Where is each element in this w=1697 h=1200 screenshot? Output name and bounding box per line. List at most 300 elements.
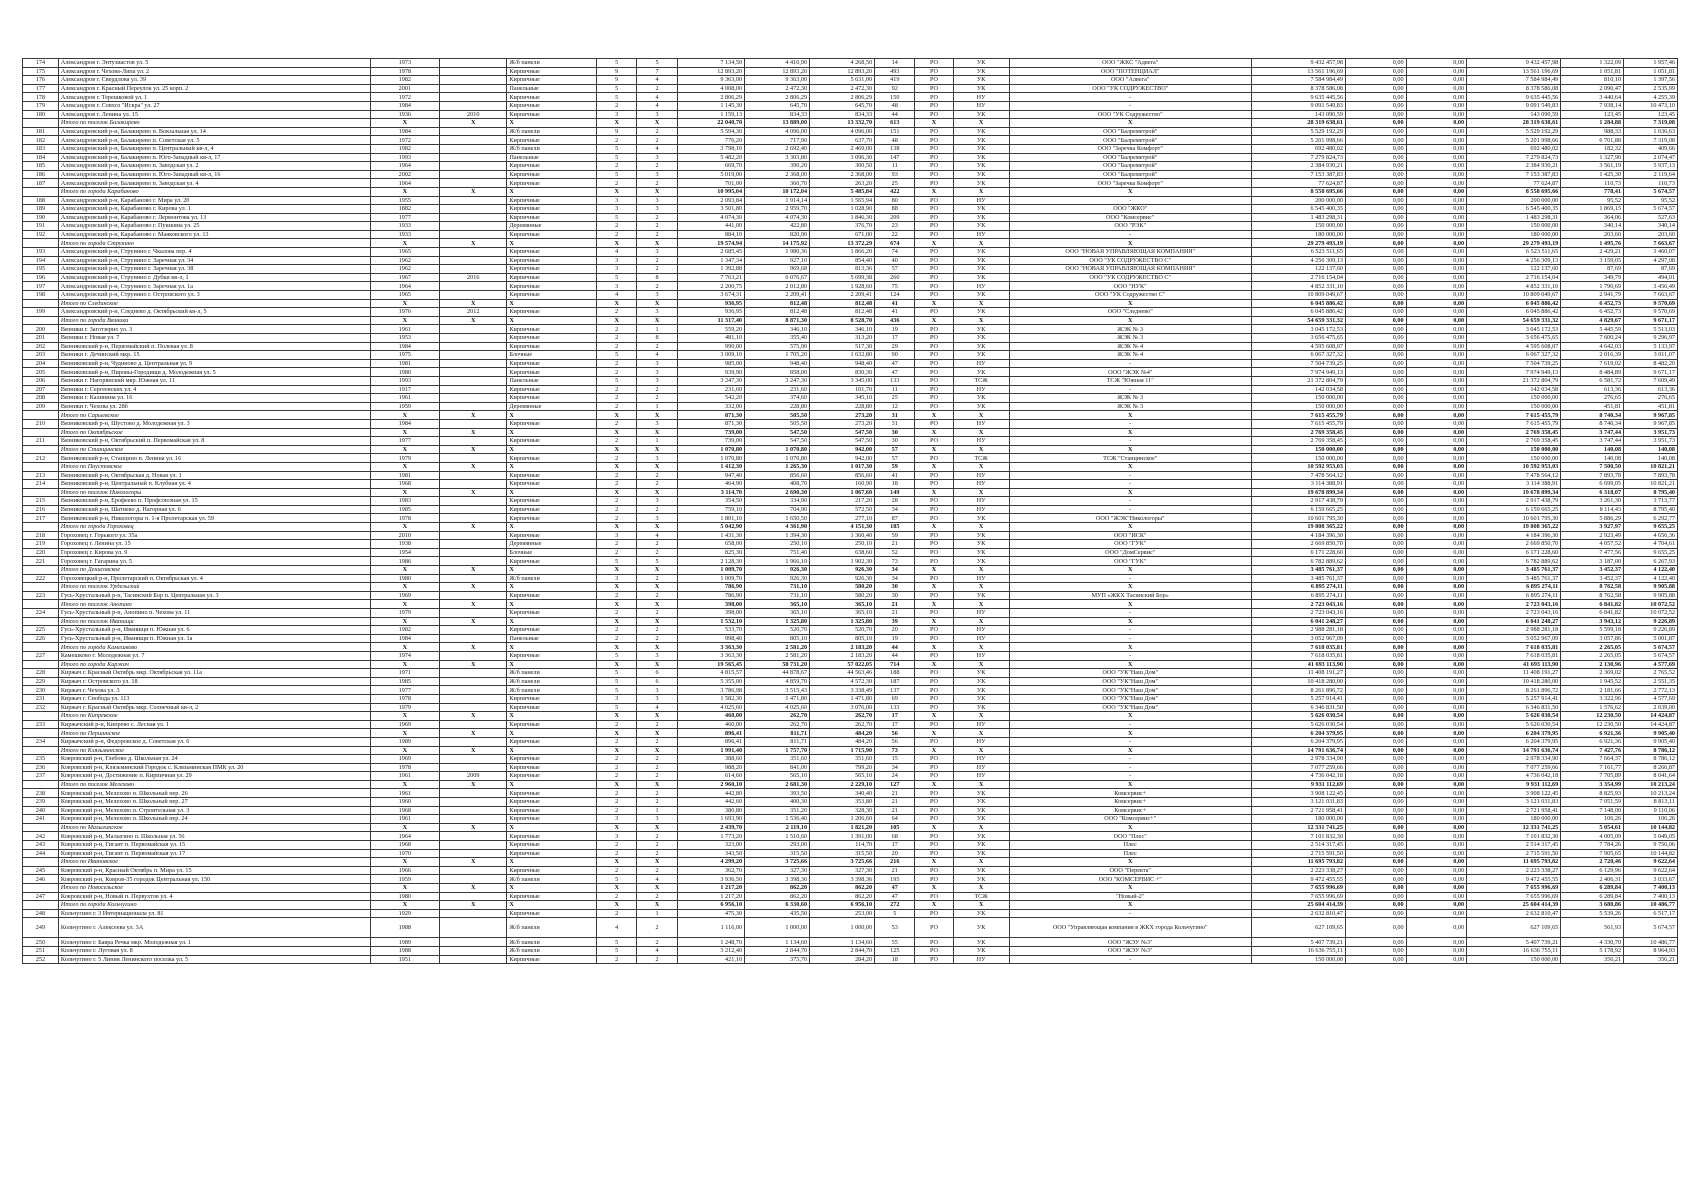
table-row: [23, 230, 1678, 239]
cell-residents: 14: [875, 59, 915, 68]
cell-total-cost: 10 418 280,00: [1251, 677, 1345, 686]
cell-unit-cost: 6 841,82: [1561, 600, 1624, 609]
cell-address: Гусь-Хрустальный р-н, Иванищи п. Южная ул. 6: [58, 626, 370, 635]
cell-management-type: РО: [915, 591, 953, 600]
cell-address: Ковровский р-н, Мелехово п. Школьный пер. 27: [58, 798, 370, 807]
cell-residents: 56: [875, 729, 915, 738]
cell-management-type: РО: [915, 755, 953, 764]
cell-living-area: 1 914,14: [745, 196, 810, 205]
cell-col-b: 0,00: [1406, 454, 1467, 463]
cell-total-cost: 627 109,65: [1251, 918, 1345, 938]
cell-management-type: РО: [915, 720, 953, 729]
cell-unit-cost: 106,26: [1561, 815, 1624, 824]
cell-management-type: РО: [915, 686, 953, 695]
cell-address: Киржач г. Чехова ул. 3: [58, 686, 370, 695]
cell-col-b: 0,00: [1406, 574, 1467, 583]
cell-floors: 2: [597, 540, 637, 549]
table-row: [23, 419, 1678, 428]
cell-residents: 21: [875, 789, 915, 798]
cell-cost: 2 769 358,45: [1467, 437, 1561, 446]
subtotal-row: [23, 823, 1678, 832]
cell-year-overhaul: X: [440, 316, 507, 325]
cell-col-b: 0,00: [1406, 84, 1467, 93]
cell-year-overhaul: X: [440, 583, 507, 592]
cell-management-type: РО: [915, 789, 953, 798]
cell-wall-material: Кирпичные: [507, 892, 597, 901]
cell-floors: 3: [597, 205, 637, 214]
cell-max-unit-cost: 9 967,85: [1624, 419, 1678, 428]
cell-wall-material: X: [507, 712, 597, 721]
cell-wall-material: Кирпичные: [507, 763, 597, 772]
cell-living-area: 315,50: [745, 849, 810, 858]
cell-year-overhaul: [440, 815, 507, 824]
cell-address: Ковровский р-н, Гигант п. Первомайская ул. 15: [58, 841, 370, 850]
cell-floors: 5: [597, 213, 637, 222]
cell-total-area: 2 960,10: [677, 780, 744, 789]
cell-year-overhaul: X: [440, 746, 507, 755]
cell-unit-cost: 5 054,61: [1561, 823, 1624, 832]
cell-management-type: X: [915, 239, 953, 248]
cell-residential-area: 5 699,38: [810, 273, 875, 282]
cell-status: X: [953, 411, 1009, 420]
cell-total-cost: 7 974 949,13: [1251, 368, 1345, 377]
cell-col-b: 0,00: [1406, 832, 1467, 841]
cell-living-area: 4 096,00: [745, 127, 810, 136]
cell-status: НУ: [953, 720, 1009, 729]
cell-status: X: [953, 428, 1009, 437]
cell-col-b: 0,00: [1406, 712, 1467, 721]
cell-no: 228: [23, 669, 59, 678]
cell-total-area: 398,00: [677, 600, 744, 609]
cell-col-a: 0,00: [1345, 849, 1406, 858]
cell-col-b: 0,00: [1406, 67, 1467, 76]
cell-floors: X: [597, 746, 637, 755]
cell-total-cost: 143 090,59: [1251, 110, 1345, 119]
cell-entrances: 4: [637, 875, 677, 884]
cell-total-cost: 2 988 281,18: [1251, 626, 1345, 635]
table-row: [23, 849, 1678, 858]
cell-total-area: 998,40: [677, 634, 744, 643]
cell-unit-cost: 3 440,64: [1561, 93, 1624, 102]
cell-living-area: 262,70: [745, 712, 810, 721]
cell-no: 230: [23, 686, 59, 695]
cell-cost: 3 485 761,37: [1467, 574, 1561, 583]
table-row: [23, 955, 1678, 964]
cell-entrances: 3: [637, 196, 677, 205]
cell-col-b: 0,00: [1406, 875, 1467, 884]
cell-no: 181: [23, 127, 59, 136]
table-row: [23, 789, 1678, 798]
subtotal-row: [23, 600, 1678, 609]
cell-management-type: РО: [915, 772, 953, 781]
cell-col-a: 0,00: [1345, 841, 1406, 850]
cell-address: Александровский р-н, Балакирево п. Заводская ул. 4: [58, 179, 370, 188]
cell-wall-material: Панельные: [507, 376, 597, 385]
cell-living-area: 327,30: [745, 866, 810, 875]
cell-management-type: РО: [915, 514, 953, 523]
cell-living-area: 2 472,30: [745, 84, 810, 93]
cell-cost: 150 000,00: [1467, 402, 1561, 411]
cell-col-a: 0,00: [1345, 291, 1406, 300]
cell-living-area: 812,48: [745, 308, 810, 317]
cell-cost: 7 615 455,79: [1467, 419, 1561, 428]
cell-wall-material: Кирпичные: [507, 334, 597, 343]
cell-col-b: 0,00: [1406, 265, 1467, 274]
cell-year-built: 1988: [370, 918, 440, 938]
cell-residential-area: 345,10: [810, 394, 875, 403]
subtotal-row: [23, 617, 1678, 626]
cell-wall-material: X: [507, 600, 597, 609]
cell-no: 214: [23, 480, 59, 489]
cell-year-overhaul: [440, 540, 507, 549]
cell-year-overhaul: [440, 76, 507, 85]
table-body: [23, 59, 1678, 964]
cell-year-overhaul: [440, 480, 507, 489]
cell-no: 203: [23, 351, 59, 360]
cell-no: [23, 462, 59, 471]
cell-col-b: 0,00: [1406, 488, 1467, 497]
register-page: [22, 58, 1678, 964]
cell-management-type: РО: [915, 144, 953, 153]
cell-cost: 150 000,00: [1467, 445, 1561, 454]
cell-col-b: 0,00: [1406, 626, 1467, 635]
cell-management-type: РО: [915, 196, 953, 205]
table-row: [23, 222, 1678, 231]
cell-wall-material: Ж/б панели: [507, 144, 597, 153]
cell-unit-cost: 3 354,99: [1561, 780, 1624, 789]
cell-residential-area: 1 134,60: [810, 938, 875, 947]
cell-cost: 3 485 761,37: [1467, 566, 1561, 575]
cell-floors: 2: [597, 342, 637, 351]
cell-status: НУ: [953, 480, 1009, 489]
cell-status: X: [953, 488, 1009, 497]
cell-floors: 2: [597, 909, 637, 918]
cell-entrances: X: [637, 523, 677, 532]
cell-no: 204: [23, 359, 59, 368]
cell-residents: 47: [875, 892, 915, 901]
cell-living-area: 293,00: [745, 841, 810, 850]
table-row: [23, 763, 1678, 772]
cell-living-area: 1 510,60: [745, 832, 810, 841]
cell-cost: 54 659 331,32: [1467, 316, 1561, 325]
cell-total-cost: 150 000,00: [1251, 445, 1345, 454]
cell-living-area: 969,68: [745, 265, 810, 274]
cell-cost: 2 223 338,27: [1467, 866, 1561, 875]
cell-unit-cost: 8 762,58: [1561, 583, 1624, 592]
cell-managing-org: ООО "ГУК": [1009, 557, 1251, 566]
cell-max-unit-cost: 10 473,10: [1624, 101, 1678, 110]
cell-address: Вязниковский р-н, Чудиново д. Центральная ул. 9: [58, 359, 370, 368]
cell-residents: 31: [875, 419, 915, 428]
cell-col-b: 0,00: [1406, 737, 1467, 746]
cell-managing-org: -: [1009, 609, 1251, 618]
cell-year-overhaul: [440, 153, 507, 162]
cell-living-area: 731,10: [745, 583, 810, 592]
cell-no: 224: [23, 609, 59, 618]
cell-unit-cost: 8 484,89: [1561, 368, 1624, 377]
cell-address: Александровский р-н, Струнино г. Заречная ул. 34: [58, 256, 370, 265]
cell-status: УК: [953, 325, 1009, 334]
table-row: [23, 548, 1678, 557]
cell-entrances: 4: [637, 76, 677, 85]
cell-status: НУ: [953, 626, 1009, 635]
table-row: [23, 153, 1678, 162]
cell-address: Гороховецкий р-н, Пролетарский п. Октябрьская ул. 4: [58, 574, 370, 583]
cell-wall-material: X: [507, 428, 597, 437]
cell-total-area: 3 936,50: [677, 875, 744, 884]
cell-management-type: РО: [915, 454, 953, 463]
cell-residential-area: 263,20: [810, 179, 875, 188]
cell-residents: 75: [875, 282, 915, 291]
cell-entrances: 4: [637, 101, 677, 110]
cell-year-built: 1961: [370, 325, 440, 334]
cell-management-type: РО: [915, 308, 953, 317]
cell-total-cost: 3 908 122,45: [1251, 789, 1345, 798]
cell-residents: 195: [875, 875, 915, 884]
cell-year-overhaul: [440, 875, 507, 884]
cell-status: НУ: [953, 737, 1009, 746]
cell-no: 242: [23, 832, 59, 841]
cell-year-built: 1981: [370, 359, 440, 368]
cell-unit-cost: 7 148,00: [1561, 806, 1624, 815]
cell-managing-org: Комсервис+: [1009, 798, 1251, 807]
cell-address: Камешково г. Молодежная ул. 7: [58, 651, 370, 660]
cell-managing-org: ООО "Следнево": [1009, 308, 1251, 317]
cell-entrances: 8: [637, 273, 677, 282]
cell-col-a: 0,00: [1345, 170, 1406, 179]
cell-status: УК: [953, 798, 1009, 807]
cell-floors: X: [597, 462, 637, 471]
cell-residential-area: 1 028,90: [810, 205, 875, 214]
cell-col-a: 0,00: [1345, 505, 1406, 514]
cell-col-b: 0,00: [1406, 557, 1467, 566]
cell-cost: 12 331 741,25: [1467, 823, 1561, 832]
cell-residents: 48: [875, 136, 915, 145]
cell-management-type: РО: [915, 162, 953, 171]
cell-managing-org: ЖЭК № 4: [1009, 351, 1251, 360]
cell-no: 188: [23, 196, 59, 205]
cell-total-area: 739,00: [677, 428, 744, 437]
cell-year-built: X: [370, 600, 440, 609]
cell-col-b: 0,00: [1406, 93, 1467, 102]
cell-address: Гусь-Хрустальный р-н, Анопино п. Чехова ул. 11: [58, 609, 370, 618]
cell-managing-org: X: [1009, 901, 1251, 910]
subtotal-row: [23, 643, 1678, 652]
cell-no: 218: [23, 531, 59, 540]
cell-status: УК: [953, 806, 1009, 815]
cell-managing-org: X: [1009, 660, 1251, 669]
cell-cost: 29 279 493,19: [1467, 239, 1561, 248]
cell-entrances: 3: [637, 359, 677, 368]
cell-status: X: [953, 643, 1009, 652]
cell-year-built: 1982: [370, 626, 440, 635]
cell-residents: 674: [875, 239, 915, 248]
cell-entrances: 2: [637, 918, 677, 938]
cell-unit-cost: 451,81: [1561, 402, 1624, 411]
cell-col-b: 0,00: [1406, 187, 1467, 196]
cell-entrances: 3: [637, 497, 677, 506]
table-row: [23, 342, 1678, 351]
cell-cost: 41 693 113,90: [1467, 660, 1561, 669]
cell-col-a: 0,00: [1345, 256, 1406, 265]
cell-managing-org: ООО "УК Содружество": [1009, 110, 1251, 119]
cell-address: Александровский р-н, Струнино г. Заречная ул. 38: [58, 265, 370, 274]
cell-max-unit-cost: 6 517,17: [1624, 909, 1678, 918]
cell-address: Вязниковский р-н, Октябрьская д. Новая ул. 1: [58, 471, 370, 480]
cell-total-cost: 150 000,00: [1251, 454, 1345, 463]
cell-year-overhaul: [440, 557, 507, 566]
cell-total-cost: 3 114 388,91: [1251, 480, 1345, 489]
cell-wall-material: Кирпичные: [507, 789, 597, 798]
cell-managing-org: ООО "УК"Наш Дом": [1009, 686, 1251, 695]
cell-col-a: 0,00: [1345, 755, 1406, 764]
cell-year-overhaul: X: [440, 729, 507, 738]
cell-total-cost: 2 716 154,04: [1251, 273, 1345, 282]
cell-management-type: РО: [915, 574, 953, 583]
cell-floors: 5: [597, 946, 637, 955]
cell-total-cost: 2 723 043,16: [1251, 609, 1345, 618]
subtotal-row: [23, 411, 1678, 420]
cell-max-unit-cost: 8 482,20: [1624, 359, 1678, 368]
cell-management-type: РО: [915, 351, 953, 360]
cell-floors: 2: [597, 955, 637, 964]
cell-floors: 5: [597, 557, 637, 566]
cell-col-b: 0,00: [1406, 540, 1467, 549]
cell-no: 231: [23, 694, 59, 703]
cell-unit-cost: 140,08: [1561, 445, 1624, 454]
cell-residents: 22: [875, 230, 915, 239]
cell-cost: 2 721 958,41: [1467, 806, 1561, 815]
cell-address: Александровский р-н, Балакирево п. Вокзальная ул. 14: [58, 127, 370, 136]
cell-total-cost: 3 485 761,37: [1251, 566, 1345, 575]
cell-year-built: 1985: [370, 677, 440, 686]
cell-residents: 73: [875, 557, 915, 566]
cell-cost: 11 408 191,27: [1467, 669, 1561, 678]
cell-no: 209: [23, 402, 59, 411]
cell-address: Александровский р-н, Карабаново г. Пушкина ул. 25: [58, 222, 370, 231]
cell-total-cost: 6 204 379,95: [1251, 737, 1345, 746]
cell-cost: 9 635 445,56: [1467, 93, 1561, 102]
cell-cost: 16 636 755,11: [1467, 946, 1561, 955]
cell-col-a: 0,00: [1345, 76, 1406, 85]
cell-living-area: 1 000,00: [745, 918, 810, 938]
cell-no: 247: [23, 892, 59, 901]
cell-year-built: X: [370, 583, 440, 592]
cell-year-overhaul: [440, 763, 507, 772]
cell-year-built: 1953: [370, 334, 440, 343]
cell-cost: 7 077 259,66: [1467, 763, 1561, 772]
cell-total-cost: 10 592 953,03: [1251, 462, 1345, 471]
cell-col-a: 0,00: [1345, 402, 1406, 411]
cell-managing-org: X: [1009, 428, 1251, 437]
cell-unit-cost: 87,69: [1561, 265, 1624, 274]
cell-total-cost: 5 626 030,54: [1251, 720, 1345, 729]
cell-wall-material: Кирпичные: [507, 557, 597, 566]
cell-entrances: X: [637, 746, 677, 755]
cell-living-area: 262,70: [745, 720, 810, 729]
cell-residential-area: 5 485,84: [810, 187, 875, 196]
cell-address: Александровский р-н, Карабаново г. Лермонтова ул. 13: [58, 213, 370, 222]
cell-total-area: 1 217,20: [677, 884, 744, 893]
subtotal-row: [23, 583, 1678, 592]
cell-year-built: 1973: [370, 59, 440, 68]
cell-total-cost: 7 618 035,81: [1251, 643, 1345, 652]
cell-unit-cost: 1 284,88: [1561, 119, 1624, 128]
cell-address: Итого по Сарыевское: [58, 411, 370, 420]
cell-managing-org: -: [1009, 763, 1251, 772]
cell-col-b: 0,00: [1406, 505, 1467, 514]
cell-max-unit-cost: 5 674,57: [1624, 187, 1678, 196]
cell-max-unit-cost: 9 671,17: [1624, 368, 1678, 377]
cell-floors: 4: [597, 918, 637, 938]
cell-management-type: РО: [915, 273, 953, 282]
cell-cost: 7 618 035,81: [1467, 651, 1561, 660]
cell-managing-org: X: [1009, 316, 1251, 325]
cell-residential-area: 948,40: [810, 359, 875, 368]
cell-col-a: 0,00: [1345, 643, 1406, 652]
cell-entrances: X: [637, 712, 677, 721]
cell-unit-cost: 1 495,76: [1561, 239, 1624, 248]
cell-col-a: 0,00: [1345, 93, 1406, 102]
cell-living-area: 2 012,80: [745, 282, 810, 291]
cell-col-a: 0,00: [1345, 746, 1406, 755]
cell-residential-area: 484,20: [810, 737, 875, 746]
cell-status: УК: [953, 153, 1009, 162]
cell-year-overhaul: [440, 325, 507, 334]
cell-entrances: 3: [637, 419, 677, 428]
cell-living-area: 44 878,67: [745, 669, 810, 678]
cell-year-overhaul: [440, 703, 507, 712]
cell-living-area: 365,10: [745, 600, 810, 609]
cell-no: [23, 901, 59, 910]
cell-entrances: 3: [637, 368, 677, 377]
cell-max-unit-cost: 8 795,40: [1624, 505, 1678, 514]
cell-wall-material: Кирпичные: [507, 213, 597, 222]
cell-year-built: X: [370, 187, 440, 196]
cell-cost: 4 595 608,07: [1467, 342, 1561, 351]
cell-floors: X: [597, 566, 637, 575]
cell-cost: 142 034,58: [1467, 385, 1561, 394]
cell-management-type: РО: [915, 394, 953, 403]
cell-entrances: 2: [637, 841, 677, 850]
cell-unit-cost: 6 289,84: [1561, 892, 1624, 901]
cell-residents: 69: [875, 694, 915, 703]
subtotal-row: [23, 523, 1678, 532]
table-row: [23, 351, 1678, 360]
cell-residential-area: 12 893,20: [810, 67, 875, 76]
cell-max-unit-cost: 14 424,87: [1624, 712, 1678, 721]
cell-no: 229: [23, 677, 59, 686]
cell-status: НУ: [953, 772, 1009, 781]
cell-col-a: 0,00: [1345, 832, 1406, 841]
cell-status: УК: [953, 938, 1009, 947]
cell-total-cost: 3 485 761,37: [1251, 574, 1345, 583]
cell-unit-cost: 3 057,86: [1561, 634, 1624, 643]
cell-no: 241: [23, 815, 59, 824]
cell-col-a: 0,00: [1345, 282, 1406, 291]
cell-col-a: 0,00: [1345, 325, 1406, 334]
cell-year-built: 1968: [370, 841, 440, 850]
cell-wall-material: Кирпичные: [507, 505, 597, 514]
cell-floors: 3: [597, 196, 637, 205]
cell-residential-area: 1 821,20: [810, 823, 875, 832]
cell-col-b: 0,00: [1406, 282, 1467, 291]
cell-management-type: РО: [915, 110, 953, 119]
cell-wall-material: Ж/б панели: [507, 875, 597, 884]
cell-address: Ковровский р-н, Клязьминский Городок с. Клязьминская ПМК ул. 20: [58, 763, 370, 772]
cell-floors: X: [597, 823, 637, 832]
cell-entrances: 2: [637, 832, 677, 841]
